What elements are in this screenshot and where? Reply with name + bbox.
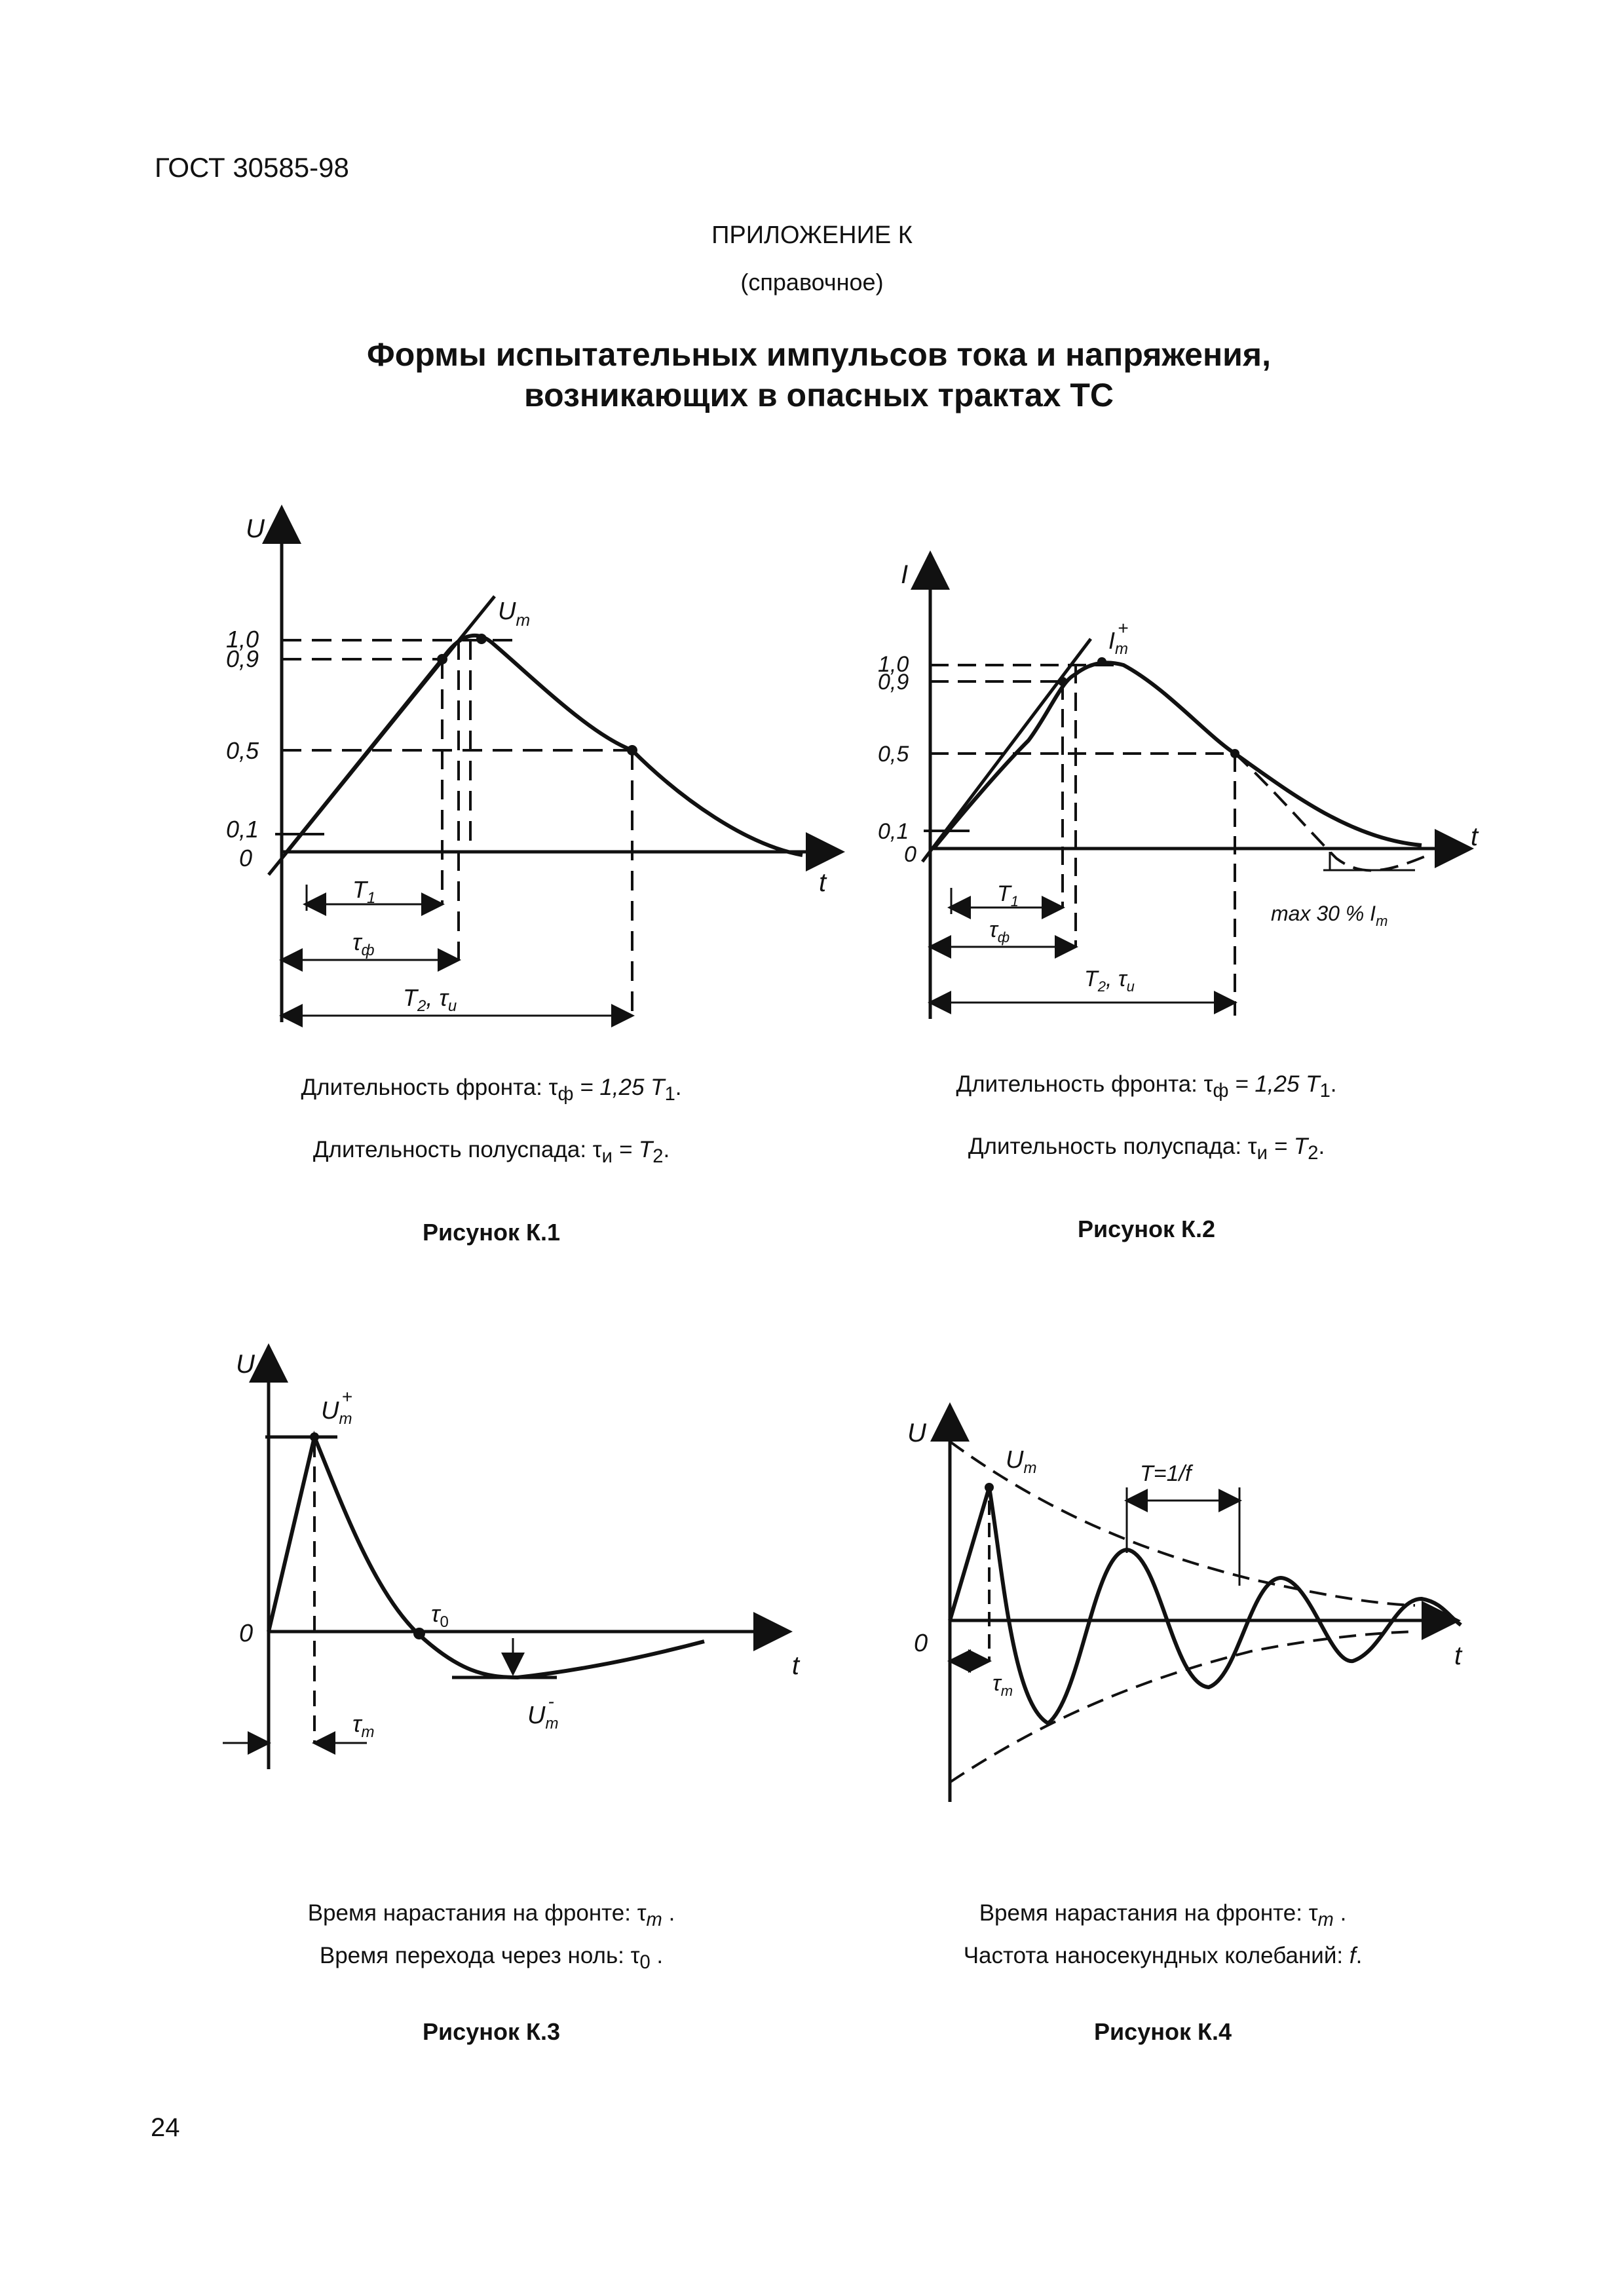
k2-caption-front: Длительность фронта: $\tau_ф = 1,25$ $T_1$.	[956, 1071, 1337, 1101]
appendix-label: ПРИЛОЖЕНИЕ К	[711, 221, 913, 249]
page-number: 24	[151, 2113, 180, 2142]
k4-oscillation-curve	[950, 1487, 1461, 1723]
k4-origin-label: 0	[914, 1630, 928, 1657]
k2-level-0-label: 0	[904, 842, 916, 867]
k2-y-label: I	[901, 560, 909, 589]
k2-level-0-5-label: 0,5	[878, 742, 909, 767]
k4-y-label: U	[907, 1419, 926, 1447]
page-title	[197, 334, 1441, 415]
figure-k2-graph	[865, 550, 1520, 1022]
k2-tf-label: $\tau_ф$	[989, 917, 1010, 946]
k1-caption-halfdecay: Длительность полуспада: $\tau_и = T_2$.	[312, 1137, 670, 1167]
k1-level-0-9-label: 0,9	[226, 645, 259, 672]
k2-point-peak	[1097, 657, 1106, 666]
k4-caption-frequency: Частота наносекундных колебаний: f.	[963, 1943, 1363, 1968]
figure-k4-graph	[884, 1402, 1507, 1808]
k1-point-half	[627, 745, 637, 756]
k2-overshoot-curve	[1235, 754, 1428, 871]
title-line-1: Формы испытательных импульсов тока и напряжения,	[367, 336, 1271, 373]
k1-peak-label: $U_m$	[498, 598, 531, 630]
k1-pulse-curve	[287, 636, 803, 855]
k4-rise-label: $\tau_m$	[992, 1671, 1013, 1699]
k2-level-0-9-label: 0,9	[878, 670, 909, 695]
figure-k1-graph	[210, 498, 865, 1035]
k2-figure-name: Рисунок К.2	[1078, 1215, 1215, 1242]
k2-point-0-9	[1058, 677, 1067, 686]
k3-origin-label: 0	[239, 1620, 254, 1647]
k2-caption-halfdecay: Длительность полуспада: $\tau_и = T_2$.	[968, 1134, 1325, 1164]
k3-zero-label: $\tau_0$	[431, 1600, 449, 1631]
k3-figure-name: Рисунок К.3	[423, 2018, 560, 2045]
k2-level-1-0-label: 1,0	[878, 652, 909, 677]
k3-point-peak	[310, 1432, 319, 1442]
k3-caption-rise: Время нарастания на фронте: $\tau_m$ .	[307, 1900, 675, 1930]
k1-t1-label: $T_1$	[352, 876, 376, 907]
k4-figure-name: Рисунок К.4	[1094, 2018, 1232, 2045]
k4-period-label: T=1/f	[1140, 1461, 1192, 1486]
k4-peak-label: $U_m$	[1006, 1446, 1037, 1477]
appendix-type: (справочное)	[740, 269, 884, 296]
k2-pulse-curve	[934, 662, 1422, 849]
k1-level-0-1-label: 0,1	[226, 816, 259, 843]
k1-caption-front: Длительность фронта: $\tau_ф = 1,25$ $T_1$.	[301, 1075, 682, 1105]
k4-x-label: t	[1454, 1641, 1462, 1670]
k4-caption-rise: Время нарастания на фронте: $\tau_m$ .	[979, 1900, 1347, 1930]
k3-pulse-curve	[269, 1437, 704, 1677]
k4-point-peak	[985, 1483, 994, 1492]
k3-peak-neg-label: $U_m-$	[527, 1691, 559, 1732]
k2-peak-label: $I_m+$	[1108, 618, 1129, 658]
k2-t1-label: $T_1$	[997, 881, 1019, 909]
k1-point-0-9	[437, 654, 447, 664]
k1-tf-label: $\tau_ф$	[352, 928, 375, 959]
standard-number: ГОСТ 30585-98	[155, 152, 349, 183]
k1-t2-label: $T_2$, $\tau_и$	[403, 984, 457, 1015]
title-line-2: возникающих в опасных трактах ТС	[524, 377, 1114, 413]
k2-front-line	[922, 639, 1091, 862]
k1-level-0-5-label: 0,5	[226, 737, 259, 764]
k1-x-label: t	[819, 868, 827, 897]
k1-figure-name: Рисунок К.1	[423, 1219, 560, 1246]
k2-point-half	[1230, 749, 1239, 758]
k3-rise-label: $\tau_m$	[352, 1710, 375, 1741]
k1-y-label: U	[246, 514, 265, 543]
k3-peak-pos-label: $U_m+$	[321, 1387, 352, 1428]
k3-x-label: t	[791, 1651, 799, 1680]
k2-overshoot-label: max 30 % $I_m$	[1271, 902, 1388, 929]
k3-y-label: U	[236, 1350, 255, 1379]
k1-level-0-label: 0	[239, 845, 253, 871]
k3-point-zero	[413, 1628, 425, 1639]
figure-k3-graph	[210, 1343, 799, 1776]
k1-point-peak	[476, 634, 487, 644]
k2-level-0-1-label: 0,1	[878, 819, 909, 844]
k3-caption-zero: Время перехода через ноль: $\tau_0$ .	[319, 1943, 664, 1973]
k2-x-label: t	[1471, 822, 1479, 851]
k2-t2-label: $T_2$, $\tau_и$	[1084, 966, 1135, 995]
k4-lower-envelope	[950, 1632, 1415, 1782]
k1-level-1-0-label: 1,0	[226, 626, 259, 653]
